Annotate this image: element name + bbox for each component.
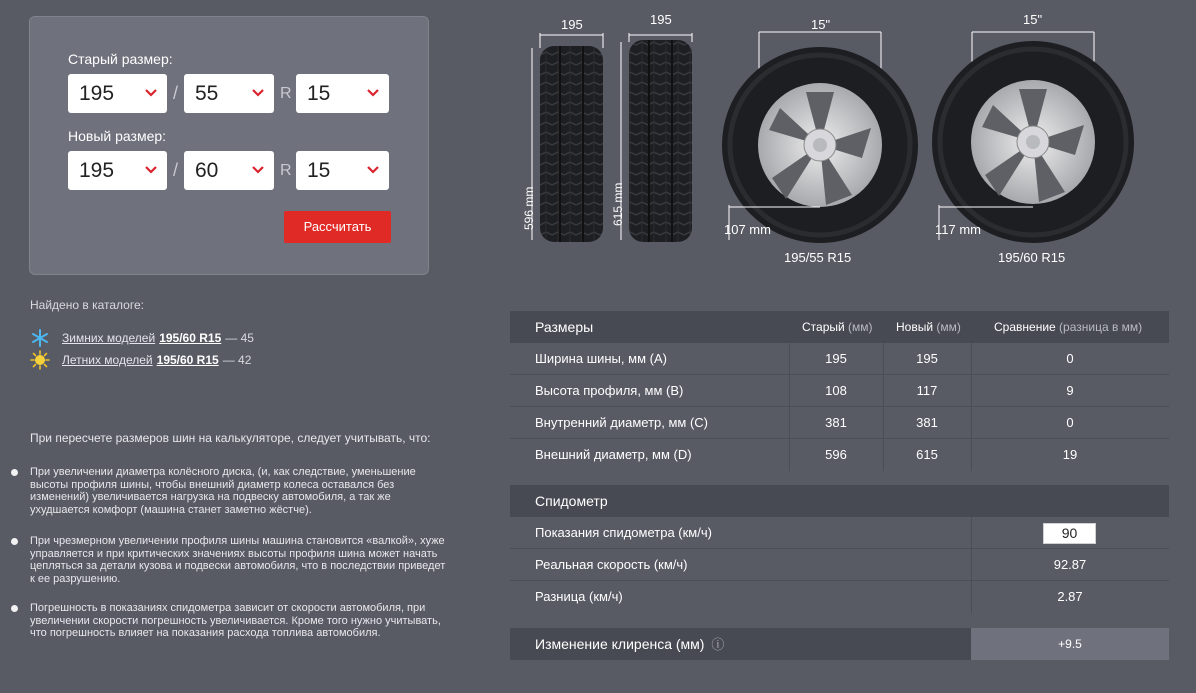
wheel-new-rim: 15" xyxy=(1023,12,1043,27)
table-row xyxy=(510,375,1169,407)
clearance-value: +9.5 xyxy=(1058,637,1082,651)
row-label: Реальная скорость (км/ч) xyxy=(535,557,688,572)
winter-models-link[interactable]: Зимних моделей xyxy=(62,331,156,345)
speed-diff-value: 2.87 xyxy=(1057,589,1083,604)
summer-size-link[interactable]: 195/60 R15 xyxy=(156,353,219,367)
real-speed-value: 92.87 xyxy=(1053,557,1087,572)
column-divider xyxy=(971,517,972,613)
table-row xyxy=(510,581,1169,613)
old-size-label: Старый размер: xyxy=(68,51,173,67)
side-tire-new xyxy=(621,33,692,242)
slash-separator: / xyxy=(173,160,179,180)
row-label: Высота профиля, мм (B) xyxy=(535,383,684,398)
row-new: 117 xyxy=(916,383,938,398)
calculate-button[interactable]: Рассчитать xyxy=(284,211,391,243)
side-tire-old xyxy=(532,33,603,242)
row-diff: 9 xyxy=(1066,383,1074,398)
side-old-diameter: 596 mm xyxy=(522,186,536,230)
side-new-diameter: 615 mm xyxy=(611,182,625,226)
clearance-row xyxy=(510,628,1169,660)
wheel-old-caption: 195/55 R15 xyxy=(784,250,852,265)
col-old-label: Старый xyxy=(802,320,845,334)
wheel-old-rim: 15" xyxy=(811,17,831,32)
summer-models-link[interactable]: Летних моделей xyxy=(62,353,153,367)
catalog-found-label: Найдено в каталоге: xyxy=(30,298,144,312)
column-divider xyxy=(883,343,884,471)
wheel-old-profile: 107 mm xyxy=(724,222,771,237)
info-icon[interactable]: ⓘ xyxy=(711,637,725,652)
col-old-unit: (мм) xyxy=(848,320,873,334)
sizes-table-header xyxy=(510,311,1169,343)
table-row xyxy=(510,407,1169,439)
col-new-label: Новый xyxy=(896,320,934,334)
row-new: 195 xyxy=(916,351,938,366)
bullet-icon xyxy=(11,538,18,545)
row-new: 381 xyxy=(916,415,938,430)
note-item xyxy=(30,466,450,516)
speed-table-header xyxy=(510,485,1169,517)
row-label: Показания спидометра (км/ч) xyxy=(535,525,712,540)
new-size-label: Новый размер: xyxy=(68,128,167,144)
column-divider xyxy=(971,343,972,471)
catalog-item-winter xyxy=(30,328,254,348)
notes-intro: При пересчете размеров шин на калькуляторе, следует учитывать, что: xyxy=(30,431,431,445)
old-width-value: 195 xyxy=(79,82,115,105)
tire-illustration xyxy=(0,0,1196,280)
winter-size-link[interactable]: 195/60 R15 xyxy=(159,331,222,345)
sun-icon xyxy=(30,350,50,370)
row-label: Внешний диаметр, мм (D) xyxy=(535,447,692,462)
side-new-width: 195 xyxy=(650,12,672,27)
row-new: 615 xyxy=(916,447,938,462)
clearance-value-cell xyxy=(971,628,1169,660)
note-text: При чрезмерном увеличении профиля шины машина становится «валкой», хуже управляется и при критических значениях высоты профиля шина может начать цепляться за детали кузова и подвески автомобиля, что в последствии приведет к ее разрушению. xyxy=(30,535,446,585)
snowflake-icon xyxy=(30,328,50,348)
new-radius-value: 15 xyxy=(307,159,331,182)
table-row xyxy=(510,439,1169,471)
col-new-header xyxy=(896,311,961,343)
column-divider xyxy=(789,343,790,471)
bullet-icon xyxy=(11,469,18,476)
sizes-title: Размеры xyxy=(535,319,594,335)
r-separator: R xyxy=(280,162,292,179)
row-label: Разница (км/ч) xyxy=(535,589,623,604)
r-separator: R xyxy=(280,85,292,102)
row-old: 195 xyxy=(825,351,847,366)
winter-count: — 45 xyxy=(225,331,254,345)
table-row xyxy=(510,517,1169,549)
speedometer-input[interactable]: 90 xyxy=(1043,523,1096,544)
row-old: 381 xyxy=(825,415,847,430)
wheel-old xyxy=(722,32,918,243)
summer-count: — 42 xyxy=(222,353,252,367)
table-row xyxy=(510,343,1169,375)
wheel-new-profile: 117 mm xyxy=(935,222,981,237)
slash-separator: / xyxy=(173,83,179,103)
clearance-label xyxy=(535,628,724,661)
clearance-label-text: Изменение клиренса (мм) xyxy=(535,636,705,652)
side-old-width: 195 xyxy=(561,17,583,32)
row-label: Внутренний диаметр, мм (C) xyxy=(535,415,709,430)
row-label: Ширина шины, мм (A) xyxy=(535,351,667,366)
row-diff: 0 xyxy=(1066,351,1074,366)
bullet-icon xyxy=(11,605,18,612)
col-new-unit: (мм) xyxy=(936,320,961,334)
wheel-new-caption: 195/60 R15 xyxy=(998,250,1066,265)
note-item xyxy=(30,602,450,640)
col-cmp-unit: (разница в мм) xyxy=(1059,320,1143,334)
old-profile-value: 55 xyxy=(195,82,219,105)
old-radius-value: 15 xyxy=(307,82,331,105)
new-profile-value: 60 xyxy=(195,159,219,182)
col-old-header xyxy=(802,311,873,343)
col-cmp-header xyxy=(994,311,1142,343)
note-item xyxy=(30,535,450,585)
new-width-value: 195 xyxy=(79,159,115,182)
note-text: При увеличении диаметра колёсного диска, (и, как следствие, уменьшение высоты профиля шины, чтобы внешний диаметр колеса оставался без изменений) увеличивается нагрузка на подвеску автомобиля, а так же ухудшается комфорт (машина станет заметно жёстче). xyxy=(30,466,416,516)
row-old: 596 xyxy=(825,447,847,462)
row-diff: 19 xyxy=(1062,447,1078,462)
speed-title: Спидометр xyxy=(535,493,608,509)
catalog-item-summer xyxy=(30,350,251,370)
col-cmp-label: Сравнение xyxy=(994,320,1056,334)
note-text: Погрешность в показаниях спидометра зависит от скорости автомобиля, при увеличении скорости погрешность увеличивается. Кроме того нужно учитывать, что погрешность влияет на показания расхода топлива автомобиля. xyxy=(30,602,441,639)
row-diff: 0 xyxy=(1066,415,1074,430)
row-old: 108 xyxy=(825,383,847,398)
wheel-new xyxy=(932,32,1134,243)
table-row xyxy=(510,549,1169,581)
